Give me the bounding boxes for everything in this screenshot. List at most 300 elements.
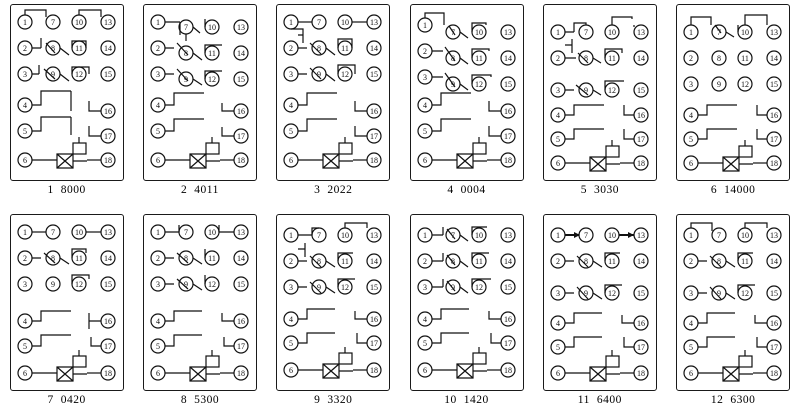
svg-text:8: 8 — [583, 256, 588, 266]
svg-text:9: 9 — [450, 282, 455, 292]
diagram-cell-9 — [267, 210, 400, 419]
svg-text:6: 6 — [555, 368, 560, 378]
svg-text:10: 10 — [341, 18, 350, 27]
svg-text:15: 15 — [770, 80, 779, 89]
diagram-caption-9 — [314, 394, 352, 406]
svg-text:1: 1 — [22, 18, 27, 27]
svg-text:18: 18 — [370, 365, 379, 375]
terminal-labels — [556, 231, 645, 378]
svg-text:7: 7 — [583, 230, 588, 240]
svg-text:14: 14 — [370, 44, 379, 53]
svg-text:15: 15 — [370, 282, 379, 292]
diagram-caption-8 — [181, 394, 219, 406]
diagram-caption-3 — [314, 184, 352, 196]
svg-text:4: 4 — [689, 111, 694, 120]
svg-text:6: 6 — [155, 156, 160, 165]
diagram-caption-11 — [578, 394, 622, 406]
svg-text:2: 2 — [422, 47, 427, 56]
svg-text:18: 18 — [103, 368, 112, 378]
terminal-labels — [23, 228, 112, 378]
svg-text:10: 10 — [607, 230, 616, 240]
caption-code: 6300 — [730, 393, 756, 406]
svg-text:15: 15 — [236, 75, 245, 84]
diagram-cell-11 — [533, 210, 666, 419]
svg-text:6: 6 — [22, 368, 27, 378]
svg-text:16: 16 — [636, 318, 645, 328]
svg-text:2: 2 — [422, 256, 427, 266]
terminal-labels — [423, 231, 512, 375]
svg-text:12: 12 — [741, 80, 750, 89]
svg-text:3: 3 — [289, 70, 294, 79]
svg-text:18: 18 — [636, 368, 645, 378]
wiring-svg-1 — [11, 5, 123, 180]
svg-text:6: 6 — [289, 156, 294, 165]
svg-text:9: 9 — [717, 80, 722, 89]
svg-text:2: 2 — [289, 44, 294, 53]
svg-text:3: 3 — [22, 279, 27, 289]
svg-text:16: 16 — [503, 314, 512, 324]
caption-code: 1420 — [463, 393, 489, 406]
svg-text:17: 17 — [103, 341, 112, 351]
svg-text:3: 3 — [155, 70, 160, 79]
wiring-svg-4 — [411, 5, 523, 180]
svg-text:7: 7 — [717, 230, 722, 240]
svg-text:4: 4 — [422, 314, 427, 324]
coil-symbol — [584, 140, 620, 171]
svg-text:13: 13 — [236, 23, 245, 32]
svg-text:13: 13 — [236, 227, 245, 237]
svg-text:13: 13 — [103, 18, 112, 27]
svg-text:10: 10 — [207, 23, 216, 32]
caption-number: 7 — [47, 393, 54, 406]
relay-panel-11 — [543, 214, 657, 391]
svg-text:3: 3 — [555, 86, 560, 95]
svg-text:3: 3 — [689, 288, 694, 298]
svg-text:5: 5 — [422, 127, 427, 136]
coil-symbol — [717, 140, 753, 171]
svg-text:18: 18 — [503, 365, 512, 375]
svg-text:13: 13 — [636, 230, 645, 240]
svg-text:4: 4 — [555, 318, 560, 328]
svg-text:14: 14 — [503, 54, 512, 63]
svg-text:13: 13 — [103, 227, 112, 237]
svg-text:10: 10 — [474, 230, 483, 240]
diagram-caption-1 — [48, 184, 86, 196]
wiring-svg-8 — [144, 215, 256, 390]
diagram-caption-2 — [181, 184, 219, 196]
svg-text:16: 16 — [770, 111, 779, 120]
diagram-caption-5 — [581, 184, 619, 196]
svg-text:7: 7 — [450, 28, 455, 37]
terminal-labels — [689, 28, 778, 168]
svg-text:17: 17 — [636, 135, 645, 144]
svg-text:8: 8 — [450, 256, 455, 266]
diagram-cell-5 — [533, 0, 666, 210]
diagram-cell-6 — [666, 0, 799, 210]
svg-text:1: 1 — [555, 230, 560, 240]
svg-text:8: 8 — [717, 256, 722, 266]
relay-panel-3 — [276, 4, 390, 181]
svg-text:4: 4 — [289, 314, 294, 324]
svg-text:7: 7 — [183, 23, 188, 32]
svg-text:16: 16 — [236, 107, 245, 116]
svg-text:18: 18 — [503, 156, 512, 165]
diagram-caption-6 — [711, 184, 756, 196]
svg-text:7: 7 — [317, 18, 322, 27]
svg-text:9: 9 — [183, 75, 188, 84]
diagram-caption-7 — [48, 394, 86, 406]
relay-panel-9 — [276, 214, 390, 391]
svg-text:14: 14 — [236, 49, 245, 58]
svg-text:10: 10 — [207, 227, 216, 237]
svg-text:11: 11 — [741, 54, 749, 63]
svg-text:15: 15 — [636, 288, 645, 298]
caption-number: 10 — [444, 393, 457, 406]
relay-panel-7 — [10, 214, 124, 391]
svg-text:8: 8 — [50, 253, 55, 263]
svg-text:12: 12 — [607, 288, 616, 298]
svg-text:8: 8 — [317, 256, 322, 266]
svg-text:2: 2 — [22, 44, 27, 53]
svg-text:17: 17 — [236, 132, 245, 141]
svg-text:4: 4 — [555, 111, 560, 120]
wiring-svg-3 — [277, 5, 389, 180]
svg-text:3: 3 — [422, 73, 427, 82]
relay-panel-2 — [143, 4, 257, 181]
caption-code: 14000 — [724, 184, 756, 196]
svg-text:10: 10 — [74, 227, 83, 237]
diagram-cell-4 — [400, 0, 533, 210]
svg-text:10: 10 — [607, 28, 616, 37]
caption-number: 2 — [181, 184, 188, 196]
svg-text:2: 2 — [689, 256, 694, 266]
relay-panel-5 — [543, 4, 657, 181]
caption-code: 5300 — [194, 393, 220, 406]
svg-text:7: 7 — [450, 230, 455, 240]
svg-text:16: 16 — [236, 316, 245, 326]
terminal-labels — [289, 18, 378, 165]
coil-symbol — [51, 350, 87, 381]
svg-text:14: 14 — [370, 256, 379, 266]
svg-text:18: 18 — [770, 159, 779, 168]
svg-text:18: 18 — [236, 368, 245, 378]
svg-text:13: 13 — [503, 230, 512, 240]
svg-text:1: 1 — [689, 230, 694, 240]
svg-text:12: 12 — [741, 288, 750, 298]
svg-text:5: 5 — [555, 135, 560, 144]
svg-text:9: 9 — [317, 282, 322, 292]
diagram-cell-8 — [133, 210, 266, 419]
coil-symbol — [584, 350, 620, 381]
diagram-cell-7 — [0, 210, 133, 419]
diagram-cell-3 — [267, 0, 400, 210]
svg-text:12: 12 — [607, 86, 616, 95]
terminal-labels — [156, 18, 245, 165]
svg-text:12: 12 — [474, 282, 483, 292]
svg-text:12: 12 — [74, 70, 83, 79]
svg-text:15: 15 — [503, 282, 512, 292]
svg-text:15: 15 — [636, 86, 645, 95]
svg-text:12: 12 — [341, 70, 350, 79]
svg-text:17: 17 — [503, 132, 512, 141]
svg-text:1: 1 — [422, 230, 427, 240]
svg-text:17: 17 — [636, 342, 645, 352]
svg-text:1: 1 — [22, 227, 27, 237]
caption-number: 11 — [577, 393, 590, 406]
svg-text:8: 8 — [183, 49, 188, 58]
svg-text:11: 11 — [341, 256, 350, 266]
coil-symbol — [184, 137, 220, 168]
svg-text:18: 18 — [103, 156, 112, 165]
caption-code: 3030 — [593, 184, 619, 196]
svg-text:3: 3 — [22, 70, 27, 79]
svg-text:4: 4 — [422, 101, 427, 110]
svg-text:12: 12 — [474, 80, 483, 89]
svg-text:8: 8 — [450, 54, 455, 63]
svg-text:5: 5 — [22, 127, 27, 136]
caption-code: 0420 — [60, 393, 86, 406]
svg-text:8: 8 — [717, 54, 722, 63]
wiring-svg-10 — [411, 215, 523, 390]
svg-text:14: 14 — [770, 54, 779, 63]
coil-symbol — [451, 137, 487, 168]
svg-text:6: 6 — [555, 159, 560, 168]
svg-text:8: 8 — [50, 44, 55, 53]
svg-text:4: 4 — [689, 318, 694, 328]
svg-text:5: 5 — [689, 135, 694, 144]
relay-panel-8 — [143, 214, 257, 391]
svg-text:7: 7 — [717, 28, 722, 37]
relay-panel-6 — [676, 4, 790, 181]
svg-text:17: 17 — [770, 342, 779, 352]
wiring-svg-5 — [544, 5, 656, 180]
svg-text:4: 4 — [22, 101, 27, 110]
diagram-caption-4 — [447, 184, 485, 196]
svg-text:5: 5 — [289, 127, 294, 136]
relay-panel-4 — [410, 4, 524, 181]
svg-text:6: 6 — [289, 365, 294, 375]
svg-text:12: 12 — [341, 282, 350, 292]
svg-text:7: 7 — [50, 18, 55, 27]
coil-symbol — [51, 137, 87, 168]
svg-text:17: 17 — [236, 341, 245, 351]
svg-text:10: 10 — [341, 230, 350, 240]
relay-panel-12 — [676, 214, 790, 391]
svg-text:11: 11 — [607, 256, 616, 266]
svg-text:11: 11 — [607, 54, 616, 63]
diagram-cell-2 — [133, 0, 266, 210]
diagram-cell-1 — [0, 0, 133, 210]
svg-text:15: 15 — [503, 80, 512, 89]
terminal-labels — [289, 231, 378, 375]
svg-text:2: 2 — [155, 253, 160, 263]
svg-text:3: 3 — [155, 279, 160, 289]
svg-text:5: 5 — [289, 338, 294, 348]
svg-text:9: 9 — [583, 86, 588, 95]
svg-text:9: 9 — [583, 288, 588, 298]
svg-text:9: 9 — [450, 80, 455, 89]
svg-text:5: 5 — [689, 342, 694, 352]
svg-text:2: 2 — [555, 256, 560, 266]
diagram-cell-12 — [666, 210, 799, 419]
coil-symbol — [317, 137, 353, 168]
wiring-svg-11 — [544, 215, 656, 390]
svg-text:1: 1 — [689, 28, 694, 37]
svg-text:13: 13 — [770, 28, 779, 37]
terminal-labels — [689, 231, 778, 378]
svg-text:2: 2 — [289, 256, 294, 266]
svg-text:14: 14 — [636, 256, 645, 266]
svg-text:6: 6 — [422, 365, 427, 375]
svg-text:15: 15 — [103, 70, 112, 79]
svg-text:1: 1 — [422, 21, 427, 30]
svg-text:8: 8 — [583, 54, 588, 63]
wiring-svg-6 — [677, 5, 789, 180]
svg-text:10: 10 — [741, 28, 750, 37]
svg-text:18: 18 — [636, 159, 645, 168]
coil-symbol — [317, 347, 353, 378]
svg-text:17: 17 — [503, 338, 512, 348]
svg-text:17: 17 — [370, 338, 379, 348]
caption-number: 9 — [314, 393, 321, 406]
svg-text:12: 12 — [207, 75, 216, 84]
svg-text:11: 11 — [74, 253, 83, 263]
svg-text:14: 14 — [770, 256, 779, 266]
svg-text:5: 5 — [422, 338, 427, 348]
wiring-svg-12 — [677, 215, 789, 390]
svg-text:11: 11 — [74, 44, 83, 53]
svg-text:16: 16 — [103, 316, 112, 326]
svg-text:18: 18 — [370, 156, 379, 165]
svg-text:2: 2 — [689, 54, 694, 63]
svg-text:2: 2 — [22, 253, 27, 263]
svg-text:11: 11 — [208, 49, 216, 58]
wiring-svg-9 — [277, 215, 389, 390]
svg-text:15: 15 — [103, 279, 112, 289]
svg-text:15: 15 — [770, 288, 779, 298]
svg-text:14: 14 — [236, 253, 245, 263]
svg-text:5: 5 — [155, 127, 160, 136]
svg-text:17: 17 — [770, 135, 779, 144]
svg-text:15: 15 — [370, 70, 379, 79]
caption-code: 4011 — [194, 184, 219, 196]
svg-text:6: 6 — [422, 156, 427, 165]
svg-text:13: 13 — [370, 18, 379, 27]
svg-text:1: 1 — [155, 227, 160, 237]
svg-text:14: 14 — [103, 44, 112, 53]
svg-text:13: 13 — [503, 28, 512, 37]
caption-number: 6 — [710, 184, 718, 196]
svg-text:1: 1 — [289, 230, 294, 240]
svg-text:6: 6 — [689, 159, 694, 168]
svg-text:9: 9 — [50, 279, 55, 289]
svg-text:17: 17 — [103, 132, 112, 141]
svg-text:18: 18 — [770, 368, 779, 378]
svg-text:16: 16 — [370, 314, 379, 324]
wiring-svg-7 — [11, 215, 123, 390]
svg-text:10: 10 — [741, 230, 750, 240]
coil-symbol — [717, 350, 753, 381]
svg-text:6: 6 — [689, 368, 694, 378]
svg-text:3: 3 — [689, 80, 694, 89]
svg-text:3: 3 — [422, 282, 427, 292]
caption-number: 3 — [314, 184, 321, 196]
svg-text:5: 5 — [22, 341, 27, 351]
caption-code: 8000 — [60, 184, 86, 196]
svg-text:11: 11 — [341, 44, 350, 53]
svg-text:18: 18 — [236, 156, 245, 165]
svg-text:14: 14 — [503, 256, 512, 266]
coil-symbol — [451, 347, 487, 378]
caption-number: 1 — [47, 184, 54, 196]
svg-text:16: 16 — [503, 107, 512, 116]
svg-text:10: 10 — [474, 28, 483, 37]
svg-text:16: 16 — [103, 107, 112, 116]
diagram-caption-12 — [711, 394, 756, 406]
coil-symbol — [184, 350, 220, 381]
svg-text:16: 16 — [636, 111, 645, 120]
svg-text:3: 3 — [555, 288, 560, 298]
terminal-labels — [556, 28, 645, 168]
svg-text:9: 9 — [717, 288, 722, 298]
svg-text:7: 7 — [183, 227, 188, 237]
svg-text:7: 7 — [583, 28, 588, 37]
wiring-svg-2 — [144, 5, 256, 180]
caption-number: 12 — [710, 393, 724, 406]
svg-text:11: 11 — [474, 256, 483, 266]
svg-text:17: 17 — [370, 132, 379, 141]
svg-text:13: 13 — [636, 28, 645, 37]
caption-code: 2022 — [327, 184, 353, 196]
svg-text:9: 9 — [183, 279, 188, 289]
svg-text:16: 16 — [770, 318, 779, 328]
svg-text:12: 12 — [207, 279, 216, 289]
svg-text:4: 4 — [155, 101, 160, 110]
svg-text:12: 12 — [74, 279, 83, 289]
relay-panel-10 — [410, 214, 524, 391]
diagram-cell-10 — [400, 210, 533, 419]
caption-number: 4 — [447, 184, 454, 196]
relay-panel-1 — [10, 4, 124, 181]
svg-text:2: 2 — [555, 54, 560, 63]
svg-text:9: 9 — [317, 70, 322, 79]
caption-number: 5 — [580, 184, 587, 196]
svg-text:14: 14 — [636, 54, 645, 63]
svg-text:1: 1 — [555, 28, 560, 37]
svg-text:10: 10 — [74, 18, 83, 27]
diagram-caption-10 — [444, 394, 489, 406]
svg-text:7: 7 — [317, 230, 322, 240]
terminal-labels — [156, 228, 245, 378]
svg-text:1: 1 — [289, 18, 294, 27]
caption-code: 3320 — [327, 393, 353, 406]
svg-text:13: 13 — [770, 230, 779, 240]
svg-text:7: 7 — [50, 227, 55, 237]
svg-text:6: 6 — [22, 156, 27, 165]
svg-text:11: 11 — [208, 253, 216, 263]
svg-text:13: 13 — [370, 230, 379, 240]
svg-text:16: 16 — [370, 107, 379, 116]
svg-text:1: 1 — [155, 18, 160, 27]
svg-text:5: 5 — [155, 341, 160, 351]
svg-text:11: 11 — [741, 256, 749, 266]
svg-text:5: 5 — [555, 342, 560, 352]
svg-text:4: 4 — [22, 316, 27, 326]
caption-code: 6400 — [596, 393, 622, 406]
caption-code: 0004 — [460, 184, 486, 196]
svg-text:8: 8 — [317, 44, 322, 53]
svg-text:4: 4 — [155, 316, 160, 326]
